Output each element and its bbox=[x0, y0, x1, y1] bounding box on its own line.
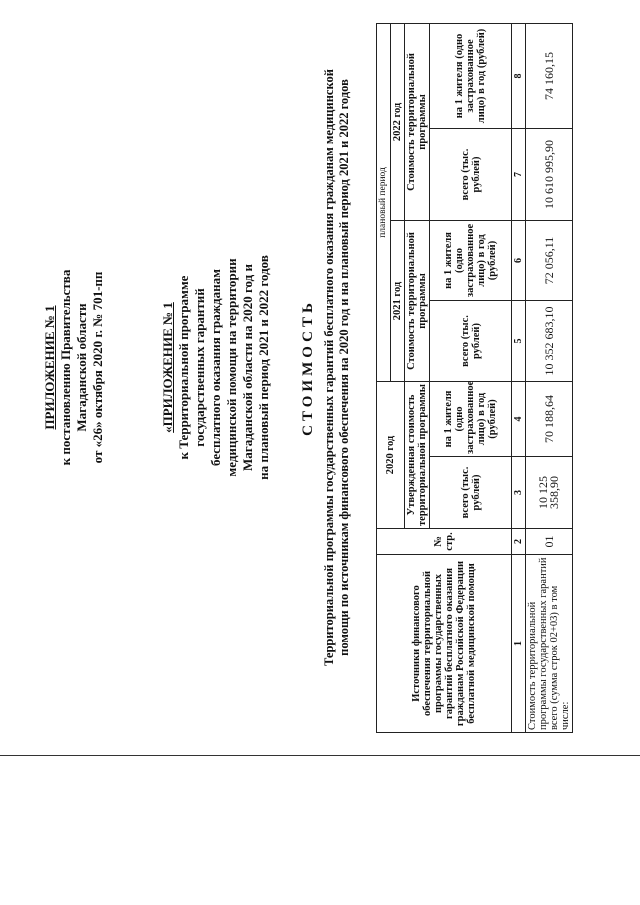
value-2022-per-capita: 74 160,15 bbox=[526, 23, 573, 128]
column-index: 3 bbox=[512, 457, 526, 529]
value-2020-per-capita: 70 188,64 bbox=[526, 381, 573, 456]
subtitle-line: помощи по источникам финансового обеспечения на 2020 год и на плановый период 2021 и 2022 годов bbox=[337, 79, 351, 656]
header-cost-2021: Стоимость территориальной программы bbox=[405, 220, 430, 381]
header-planned-period: плановый период bbox=[377, 23, 391, 381]
program-appendix-line: государственных гарантий bbox=[192, 288, 207, 447]
column-index-row bbox=[512, 23, 526, 732]
header-sources: Источники финансового обеспечения территориальной программы государственных гарантий бесплатного оказания гражданам Российской Федерации бесплатной медицинской помощи bbox=[377, 555, 512, 733]
program-appendix-line: на плановый период 2021 и 2022 годов bbox=[256, 255, 271, 480]
program-appendix-line: бесплатного оказания гражданам bbox=[208, 269, 223, 466]
column-index: 4 bbox=[512, 381, 526, 456]
row-label: Стоимость территориальной программы государственных гарантий всего (сумма строк 02+03) в том числе: bbox=[526, 555, 573, 733]
column-index: 6 bbox=[512, 220, 526, 300]
appendix-line: к постановлению Правительства bbox=[58, 269, 73, 466]
header-total-2021: всего (тыс. рублей) bbox=[430, 300, 512, 381]
column-index: 7 bbox=[512, 128, 526, 220]
page-divider-line bbox=[0, 755, 640, 756]
document-title: СТОИМОСТЬ bbox=[300, 299, 316, 436]
header-approved-cost: Утвержденная стоимость территориальной программы bbox=[405, 381, 430, 528]
header-total-2020: всего (тыс. рублей) bbox=[430, 457, 512, 529]
appendix-line: Магаданской области bbox=[74, 303, 89, 432]
header-year-2021: 2021 год bbox=[391, 220, 405, 381]
header-per-capita-2020: на 1 жителя (одно застрахованное лицо) в год (рублей) bbox=[430, 381, 512, 456]
column-index: 1 bbox=[512, 555, 526, 733]
value-2021-per-capita: 72 056,11 bbox=[526, 220, 573, 300]
document-subtitle bbox=[322, 10, 352, 725]
table-row bbox=[526, 23, 573, 732]
value-2022-total: 10 610 995,90 bbox=[526, 128, 573, 220]
appendix-title: ПРИЛОЖЕНИЕ № 1 bbox=[42, 305, 57, 430]
appendix-header bbox=[42, 0, 106, 735]
value-2020-total: 10 125 358,90 bbox=[526, 457, 573, 529]
header-year-2022: 2022 год bbox=[391, 23, 405, 220]
column-index: 2 bbox=[512, 529, 526, 555]
header-cost-2022: Стоимость территориальной программы bbox=[405, 23, 430, 220]
value-2021-total: 10 352 683,10 bbox=[526, 300, 573, 381]
header-year-2020: 2020 год bbox=[377, 381, 405, 528]
header-per-capita-2022: на 1 жителя (одно застрахованное лицо) в год (рублей) bbox=[430, 23, 512, 128]
program-appendix-line: к Территориальной программе bbox=[176, 275, 191, 460]
subtitle-line: Территориальной программы государственных гарантий бесплатного оказания гражданам медицинской bbox=[322, 69, 336, 666]
header-total-2022: всего (тыс. рублей) bbox=[430, 128, 512, 220]
program-appendix-title: «ПРИЛОЖЕНИЕ № 1 bbox=[160, 302, 175, 433]
program-appendix-header bbox=[160, 0, 272, 735]
row-number: 01 bbox=[526, 529, 573, 555]
cost-table bbox=[376, 23, 573, 733]
header-per-capita-2021: на 1 жителя (одно застрахованное лицо) в год (рублей) bbox=[430, 220, 512, 300]
program-appendix-line: Магаданской области на 2020 год и bbox=[240, 264, 255, 471]
appendix-date-line: от «26» октября 2020 г. № 701-пп bbox=[90, 271, 105, 464]
column-index: 5 bbox=[512, 300, 526, 381]
column-index: 8 bbox=[512, 23, 526, 128]
header-row-number: № стр. bbox=[377, 529, 512, 555]
program-appendix-line: медицинской помощи на территории bbox=[224, 258, 239, 477]
